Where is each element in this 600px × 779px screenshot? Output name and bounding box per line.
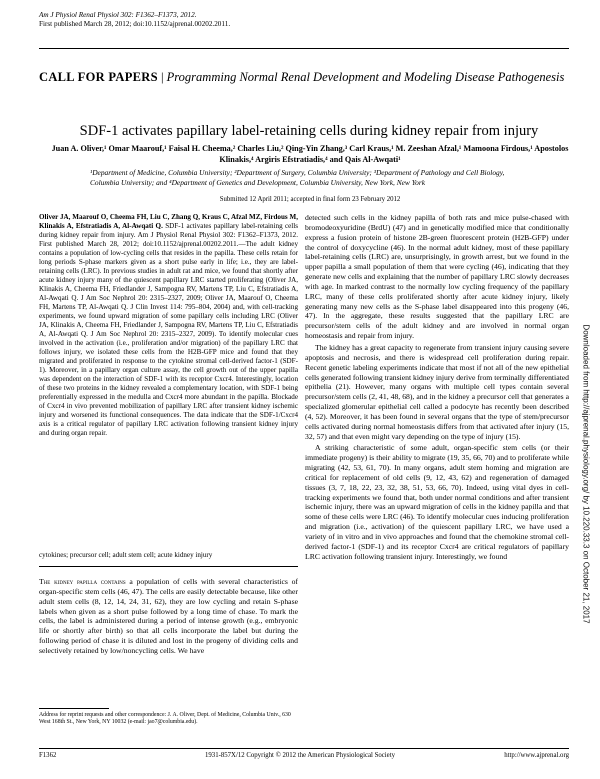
submission-dates: Submitted 12 April 2011; accepted in final form 23 February 2012 <box>219 196 401 203</box>
intro-lead: The kidney papilla contains <box>39 577 126 586</box>
keywords-divider <box>39 566 298 567</box>
keywords: cytokines; precursor cell; adult stem cell; acute kidney injury <box>39 551 213 559</box>
intro-text: a population of cells with several characteristics of organ-specific stem cells (46, 47). The cells are easily detectable because, like other adult stem cells (8, 12, 14, 24, 31, 62), they are low cycling and retain S-phase labels when given as a short pulse followed by a long time of chase. To mark the cells, the label is administered during a period of intense growth (e.g., embryonic life or shortly after birth) so that all cells incorporate the label but during the following period of chase it is diluted and lost in the progeny of dividing cells and selectively retained by low/noncycling cells. We have <box>39 577 298 655</box>
body-paragraph: The kidney has a great capacity to regenerate from transient injury causing severe apoptosis and necrosis, and there is widespread cell proliferation during repair. Recent genetic labeling experiments indicate that most if not all of the new epithelial cells generated following transient kidney injury derive from terminally differentiated epithelia (21). However, many organs with multiple cell types contain several precursor/stem cells (2, 41, 48, 68), and in the kidney a precursor cell that generates a specialized glomerular epithelial cell called a podocyte has recently been described (4, 52). Moreover, it has been found in several organs that the type of stem/precursor cells activated during normal homeostasis differs from that activated after injury (15, 32, 57) and that even might vary depending on the type of injury (15). <box>305 342 569 441</box>
body-right-column <box>305 213 569 564</box>
introduction <box>39 577 298 656</box>
abstract-citation-authors: Oliver JA, Maarouf O, Cheema FH, Liu C, Zhang Q, Kraus C, Afzal MZ, Firdous M, Klinakis A, Efstratiadis A, Al-Awqati Q. <box>39 213 298 230</box>
author-list: Juan A. Oliver,¹ Omar Maarouf,¹ Faisal H. Cheema,² Charles Liu,² Qing-Yin Zhang,³ Carl Kraus,¹ M. Zeeshan Afzal,¹ Mamoona Firdous,¹ Apostolos Klinakis,⁴ Argiris Efstratiadis,⁴ and Qais Al-Awqati¹ <box>51 144 569 164</box>
download-note: Downloaded from http://ajprenal.physiology.org/ by 10.220.33.3 on October 21, 2017 <box>581 324 591 624</box>
call-for-papers-series: Programming Normal Renal Development and Modeling Disease Pathogenesis <box>166 70 565 84</box>
footnote-divider <box>39 708 109 709</box>
article-title: SDF-1 activates papillary label-retaining cells during kidney repair from injury <box>79 123 539 139</box>
page-number: F1362 <box>39 752 57 759</box>
call-for-papers-banner <box>39 69 569 86</box>
correspondence-footnote: Address for reprint requests and other correspondence: J. A. Oliver, Dept. of Medicine, Columbia Univ., 630 West 168th St., New York, NY 10032 (e-mail: jao7@columbia.edu). <box>39 712 291 726</box>
call-for-papers-separator: | <box>157 70 167 84</box>
abstract-body: The adult kidney contains a population of low-cycling cells that resides in the papilla. These cells retain for long periods S-phase markers given as a short pulse early in life; i.e., they are label-retaining cells (LRC). In previous studies in adult rat and mice, we found that shortly after acute kidney injury many of the quiescent papillary LRC started proliferating (Oliver JA, Klinakis A, Cheema FH, Friedlander J, Sampogna RV, Martens TP, Liu C, Efstratiadis A, Al-Awqati Q. J Am Soc Nephrol 20: 2315–2327, 2009; Oliver JA, Maarouf O, Cheema FH, Martens TP, Al-Awqati Q. J Clin Invest 114: 795–804, 2004) and, with cell-tracking experiments, we found upward migration of some papillary cells including LRC (Oliver JA, Klinakis A, Cheema FH, Friedlander J, Sampogna RV, Martens TP, Liu C, Efstratiadis A, Al-Awqati Q. J Am Soc Nephrol 20: 2315–2327, 2009). To identify molecular cues involved in the activation (i.e., proliferation and/or migration) of the papillary LRC that follows injury, we isolated these cells from the H2B-GFP mice and found that they migrated and proliferated in response to the cytokine stromal cell-derived factor-1 (SDF-1). Moreover, in a papillary organ culture assay, the cell growth out of the upper papilla was dependent on the interaction of SDF-1 with its receptor Cxcr4. Interestingly, location of these two proteins in the kidney revealed a complementary location, with SDF-1 being preferentially expressed in the medulla and Cxcr4 more abundant in the papilla. Blockade of Cxcr4 in vivo prevented mobilization of papillary LRC after transient kidney ischemic injury and worsened its functional consequences. The data indicate that the SDF-1/Cxcr4 axis is a critical regulator of papillary LRC activation following transient kidney injury and during organ repair. <box>39 240 298 437</box>
header-divider <box>39 48 569 49</box>
abstract <box>39 213 298 438</box>
abstract-citation: SDF-1 activates papillary label-retaining cells during kidney repair from injury. Am J Physiol Renal Physiol 302: F1362–F1373, 2012. First published March 28, 2012; doi:10.1152/ajprenal.00202.2011.— <box>39 222 298 248</box>
journal-header <box>39 11 230 29</box>
publication-note: First published March 28, 2012; doi:10.1152/ajprenal.00202.2011. <box>39 20 231 28</box>
body-paragraph: A striking characteristic of some adult, organ-specific stem cells (or their immediate progeny) is their ability to migrate (19, 35, 66, 70) and to proliferate while migrating (42, 53, 61, 70). In many organs, adult stem homing and migration are critical for replacement of old cells (9, 12, 43, 62) and regeneration of damaged tissues (3, 7, 18, 22, 23, 32, 38, 51, 53, 66, 70). Indeed, using vital dyes in cell-tracking experiments we found that, both under normal conditions and after transient ischemic injury, there was an upward migration of cells in the kidney papilla and that some of these cells were LRC (46). To identify molecular cues inducing proliferation and migration (i.e., activation) of the quiescent papillary LRC, we have used a variety of in vitro and in vivo approaches and found that the chemokine stromal cell-derived factor-1 (SDF-1) and its receptor Cxcr4 are critical regulators of papillary LRC activation following transient injury. Interestingly, we found <box>305 443 569 561</box>
copyright: 1931-857X/12 Copyright © 2012 the American Physiological Society <box>205 752 395 759</box>
journal-citation: Am J Physiol Renal Physiol 302: F1362–F1373, 2012. <box>39 11 197 19</box>
call-for-papers-label: CALL FOR PAPERS <box>39 70 158 84</box>
journal-url[interactable]: http://www.ajprenal.org <box>504 752 569 759</box>
body-paragraph: detected such cells in the kidney papilla of both rats and mice pulse-chased with bromodeoxyuridine (BrdU) (47) and in genetically modified mice that conditionally express a fusion protein of histone 2B-green fluorescent protein (H2B-GFP) under the control of doxycycline (46). In the normal adult kidney, most of these papillary label-retaining cells (LRC) are, unsurprisingly, in growth arrest, but we found in the upper papilla a small population of them that were cycling (46), indicating that they generate new cells and explaining that the number of papillary LRC slowly decreases with age. In marked contrast to the normally low cycling frequency of the papillary LRC, many of these cells proliferated shortly after acute kidney injury, likely generating many new cells as the S-phase label disappeared into this progeny (46, 47). In the aggregate, these results suggested that the papillary LRC are precursor/stem cells of the adult kidney and are involved in normal organ homeostasis and repair from injury. <box>305 213 569 341</box>
affiliations: ¹Department of Medicine, Columbia University; ²Department of Surgery, Columbia University; ³Department of Pathology and Cell Biology, Columbia University; and ⁴Department of Genetics and Development, Columbia University, New York, New York <box>90 168 505 187</box>
footer-divider <box>39 748 569 749</box>
download-watermark <box>580 214 592 734</box>
